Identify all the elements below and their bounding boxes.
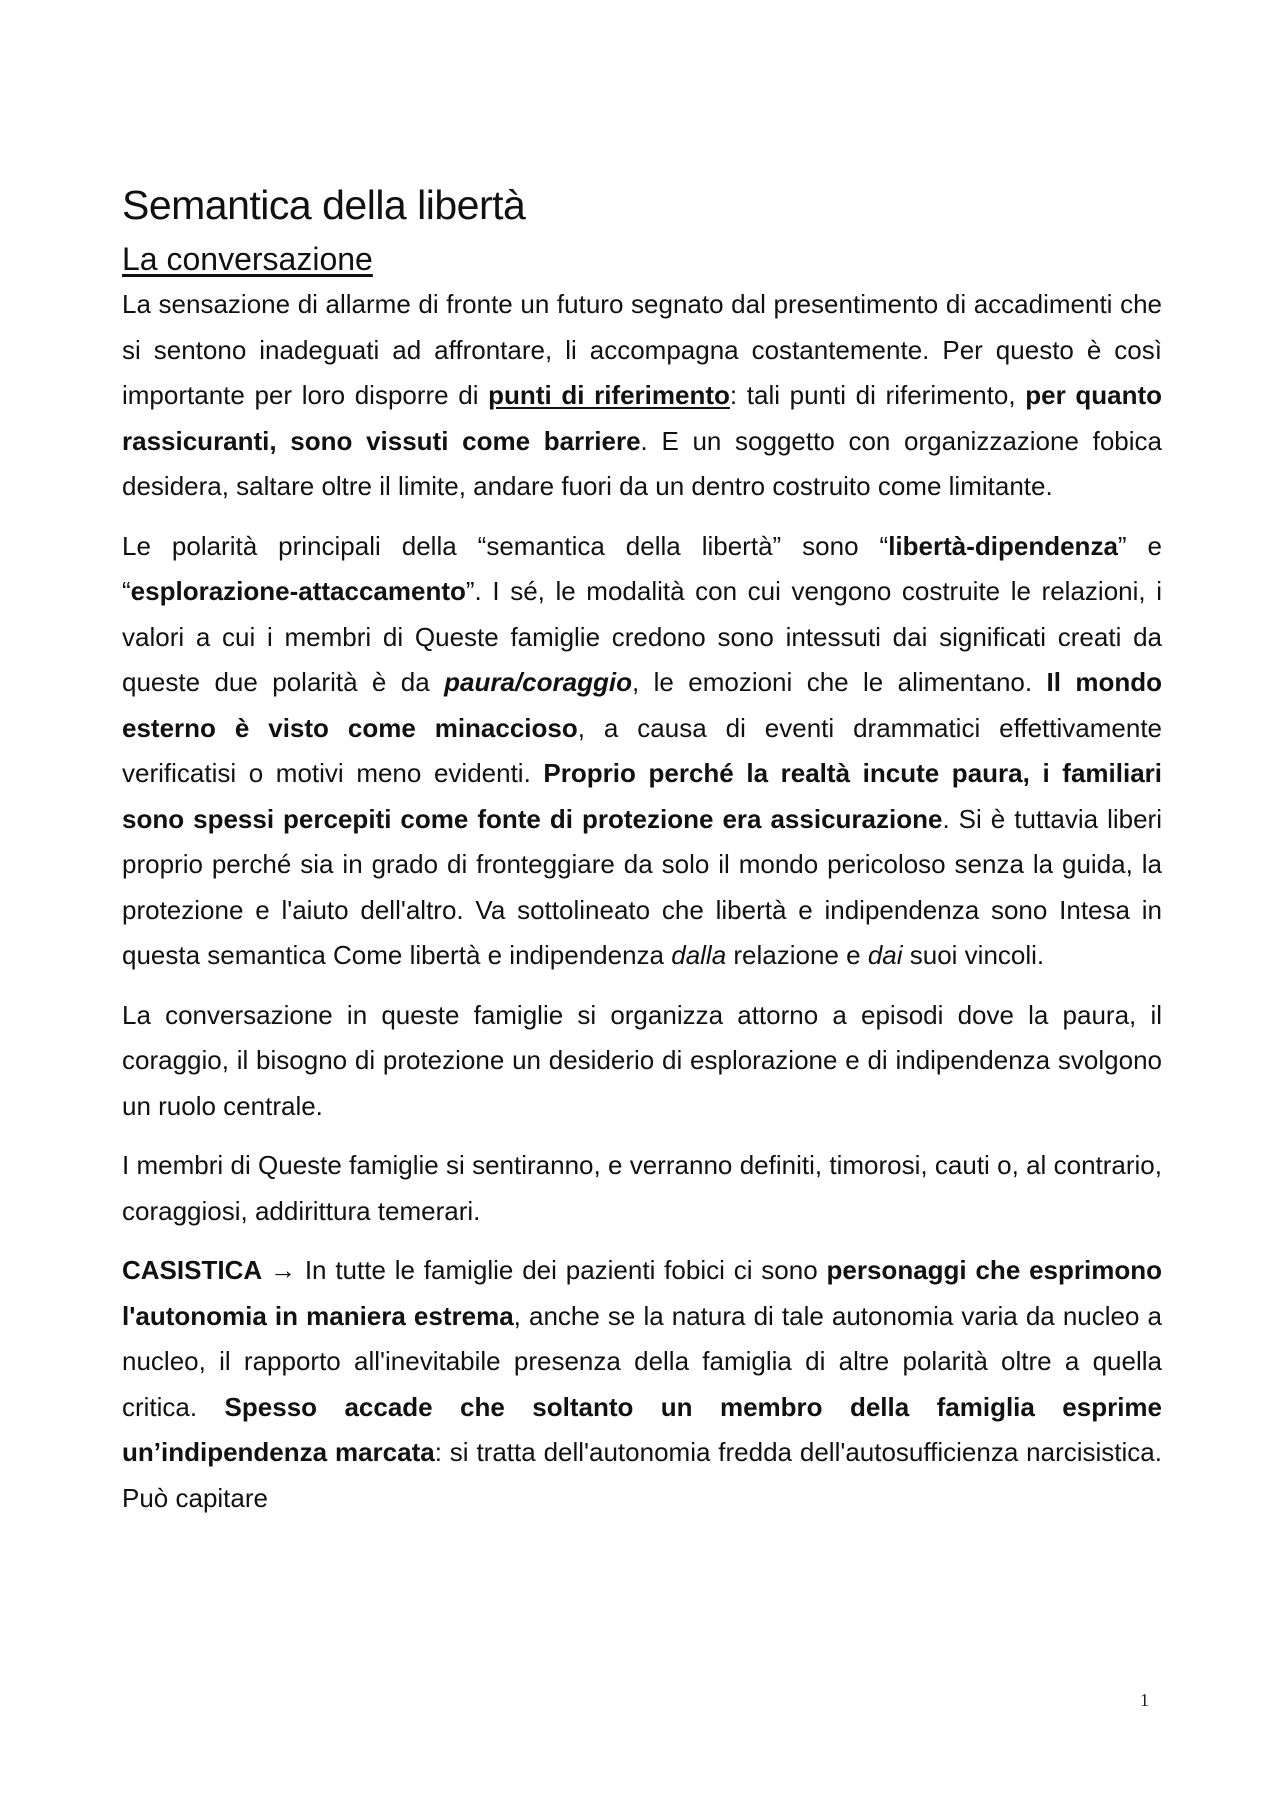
text-run: suoi vincoli. [902,940,1045,970]
text-run: ”. I sé, le modalità con cui vengono costruite le relazioni, i valori a cui i membri di Queste famiglie credono sono intessuti dai significati creati da queste due polarità è da [122,576,1162,697]
text-run: : si tratta dell'autonomia fredda dell'autosufficienza narcisistica. Può capitare [122,1437,1162,1513]
text-run: La conversazione in queste famiglie si organizza attorno a episodi dove la paura, il coraggio, il bisogno di protezione un desiderio di esplorazione e di indipendenza svolgono un ruolo centrale. [122,999,1162,1121]
text-run: dalla [671,940,727,970]
paragraph-allarme [122,282,1162,510]
text-run: I membri di Queste famiglie si sentiranno, e verranno definiti, timorosi, cauti o, al contrario, coraggiosi, addirittura temerari. [122,1150,1162,1226]
text-run: personaggi che esprimono l'autonomia in maniera estrema [122,1255,1163,1331]
text-run: CASISTICA → [122,1255,305,1285]
text-run: , anche se la natura di tale autonomia varia da nucleo a nucleo, il rapporto all'inevitabile presenza della famiglia di altre polarità oltre a quella critica. [122,1300,1162,1422]
page-number: 1 [1140,1690,1149,1710]
text-run: paura/coraggio [444,667,632,697]
text-run: . E un soggetto con organizzazione fobica desidera, saltare oltre il limite, andare fuori da un dentro costruito come limitante. [122,425,1162,501]
text-run: In tutte le famiglie dei pazienti fobici ci sono [304,1255,827,1285]
text-run: punti di riferimento [488,380,730,410]
document-title: Semantica della libertà [122,182,526,228]
document-page [122,178,1162,1521]
text-run: esplorazione-attaccamento [130,576,466,606]
text-run: La sensazione di allarme di fronte un futuro segnato dal presentimento di accadimenti che si sentono inadeguati ad affrontare, li accompagna costantemente. Per questo è così importante per loro disporre di [122,289,1162,410]
text-run: Le polarità principali della “semantica della libertà” sono “ [122,530,889,561]
section-heading: La conversazione [122,241,373,277]
text-run: per quanto rassicuranti, sono vissuti come barriere [122,380,1162,456]
text-run: , le emozioni che le alimentano. [631,667,1047,697]
text-run: : tali punti di riferimento, [729,380,1026,410]
text-run: Proprio perché la realtà incute paura, i familiari sono spessi percepiti come fonte di protezione era assicurazione [122,758,1162,834]
paragraph-membri [122,1143,1162,1234]
text-run: . Si è tuttavia liberi proprio perché sia in grado di fronteggiare da solo il mondo pericoloso senza la guida, la protezione e l'aiuto dell'altro. Va sottolineato che libertà e indipendenza sono Intesa in questa semantica Come libertà e indipendenza [122,803,1162,970]
paragraph-casistica [122,1248,1162,1521]
text-run: ” e “ [122,530,1163,606]
paragraph-conversazione [122,993,1162,1130]
text-run: dai [867,940,903,970]
text-run: Il mondo esterno è visto come minaccioso [122,667,1162,743]
text-run: libertà-dipendenza [888,530,1118,561]
text-run: relazione e [726,940,868,970]
document-body [122,282,1162,1521]
paragraph-polarita [122,524,1162,979]
text-run: Spesso accade che soltanto un membro della famiglia esprime un’indipendenza marcata [122,1391,1162,1467]
text-run: , a causa di eventi drammatici effettivamente verificatisi o motivi meno evidenti. [122,712,1162,788]
